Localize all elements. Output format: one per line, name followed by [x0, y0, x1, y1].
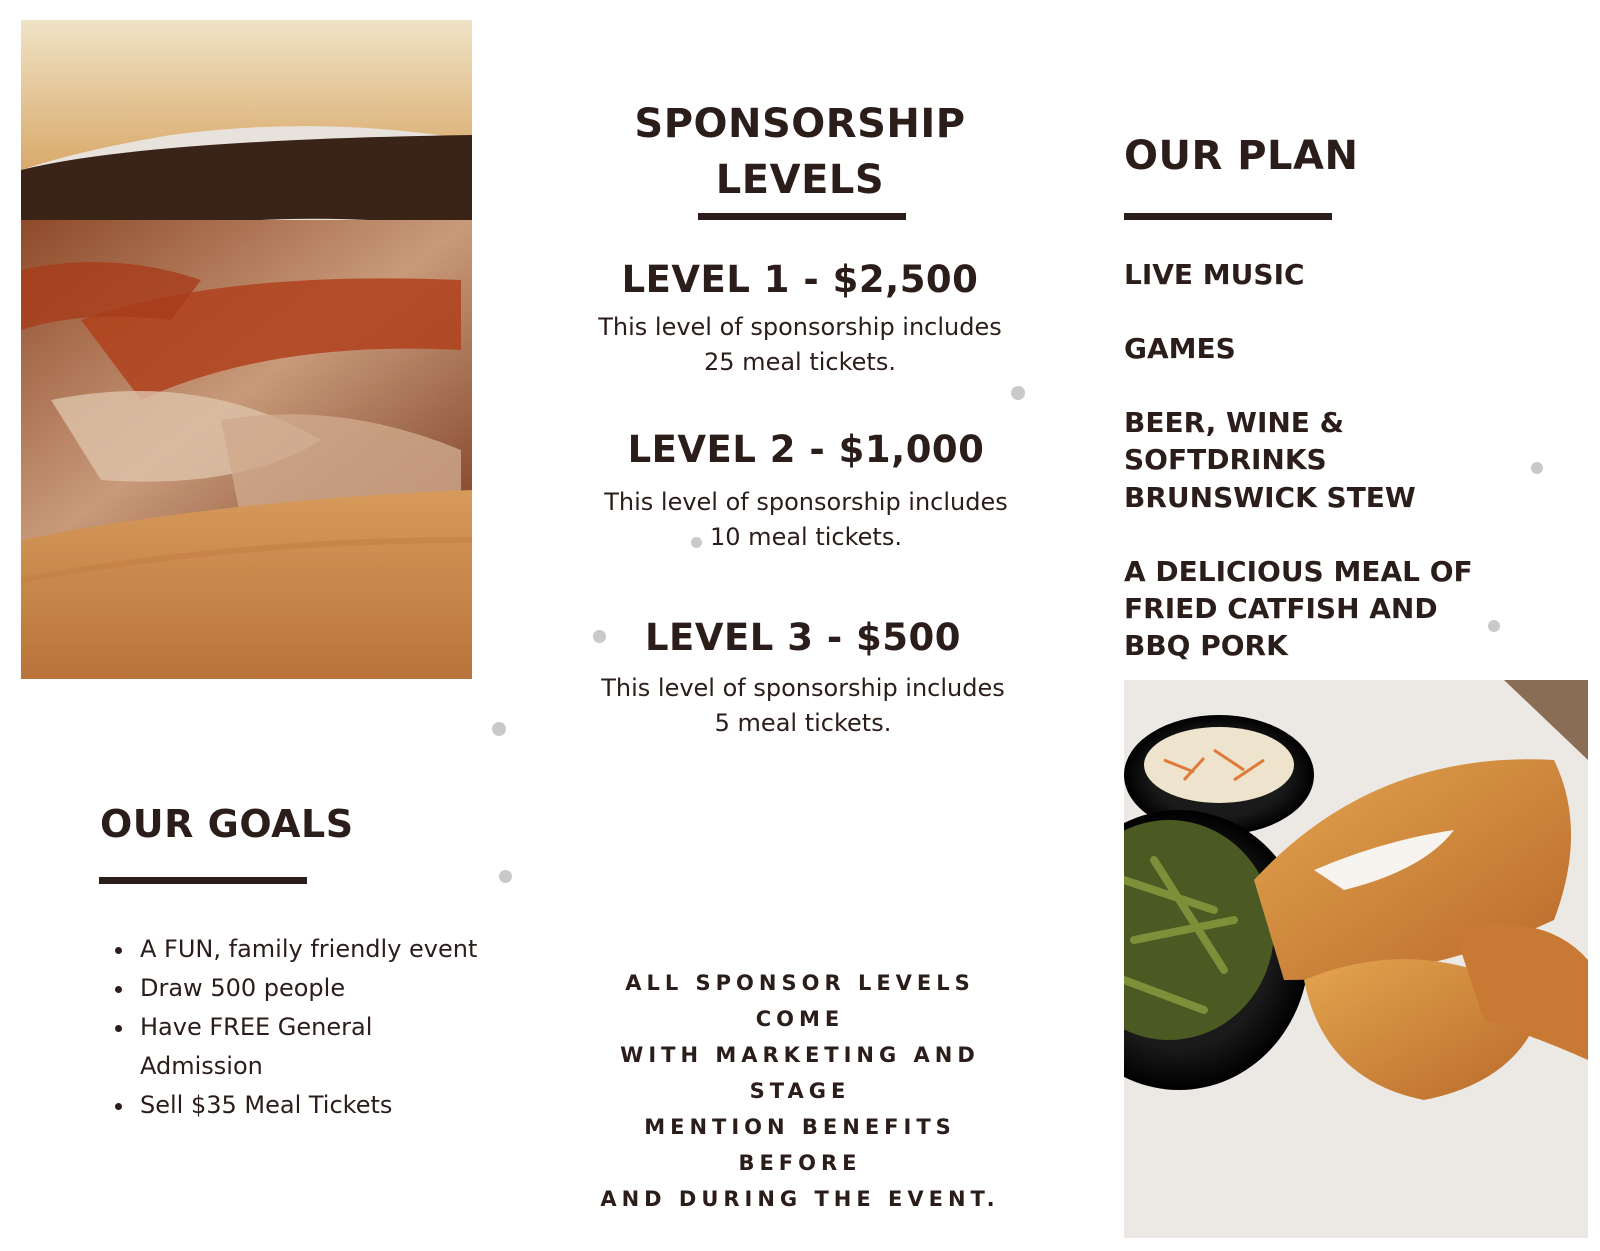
decorative-dot [1488, 620, 1500, 632]
level-2-description-line1: This level of sponsorship includes [604, 488, 1008, 516]
goal-item: • Draw 500 people [136, 969, 536, 1008]
goal-item: • Have FREE General Admission [136, 1008, 400, 1086]
fried-catfish-plate-photo [1124, 680, 1588, 1238]
plan-item-live-music: LIVE MUSIC [1124, 258, 1305, 291]
plan-item-drinks: BEER, WINE & SOFTDRINKS [1124, 406, 1345, 476]
level-1-description-line2: 25 meal tickets. [704, 348, 896, 376]
level-2-description [566, 485, 1046, 555]
decorative-dot [1011, 386, 1025, 400]
sponsor-benefits-note-line: WITH MARKETING AND STAGE [620, 1043, 980, 1103]
plan-item-brunswick-stew: BRUNSWICK STEW [1124, 481, 1416, 514]
sponsor-benefits-note [580, 965, 1020, 1217]
level-2-description-line2: 10 meal tickets. [710, 523, 902, 551]
level-1-title: LEVEL 1 - $2,500 [621, 258, 979, 301]
sponsor-benefits-note-line: ALL SPONSOR LEVELS COME [625, 971, 975, 1031]
sponsor-benefits-note-line: MENTION BENEFITS BEFORE [644, 1115, 956, 1175]
plan-item-meal: A DELICIOUS MEAL OF FRIED CATFISH AND BBQ PORK [1124, 555, 1473, 662]
level-2-title: LEVEL 2 - $1,000 [627, 428, 985, 471]
sponsorship-heading-line1: SPONSORSHIP [634, 101, 966, 147]
goals-list [108, 930, 536, 1125]
sponsorship-heading [560, 96, 1040, 208]
level-3-title: LEVEL 3 - $500 [644, 616, 962, 659]
goal-item: • A FUN, family friendly event [136, 930, 536, 969]
sponsor-benefits-note-line: AND DURING THE EVENT. [600, 1187, 1000, 1211]
plan-heading-rule [1124, 213, 1332, 220]
goal-item: • Sell $35 Meal Tickets [136, 1086, 536, 1125]
level-3-description [563, 671, 1043, 741]
level-1-description [560, 310, 1040, 380]
level-3-description-line1: This level of sponsorship includes [601, 674, 1005, 702]
decorative-dot [492, 722, 506, 736]
goals-heading-rule [99, 877, 307, 884]
plan-item-games: GAMES [1124, 332, 1236, 365]
sponsorship-heading-line2: LEVELS [715, 157, 885, 203]
goals-heading: OUR GOALS [100, 802, 354, 846]
sponsorship-heading-rule [698, 213, 906, 220]
level-3-description-line2: 5 meal tickets. [714, 709, 892, 737]
level-1-description-line1: This level of sponsorship includes [598, 313, 1002, 341]
plan-heading: OUR PLAN [1124, 133, 1359, 179]
pulled-pork-sandwich-photo [21, 20, 472, 679]
decorative-dot [499, 870, 512, 883]
